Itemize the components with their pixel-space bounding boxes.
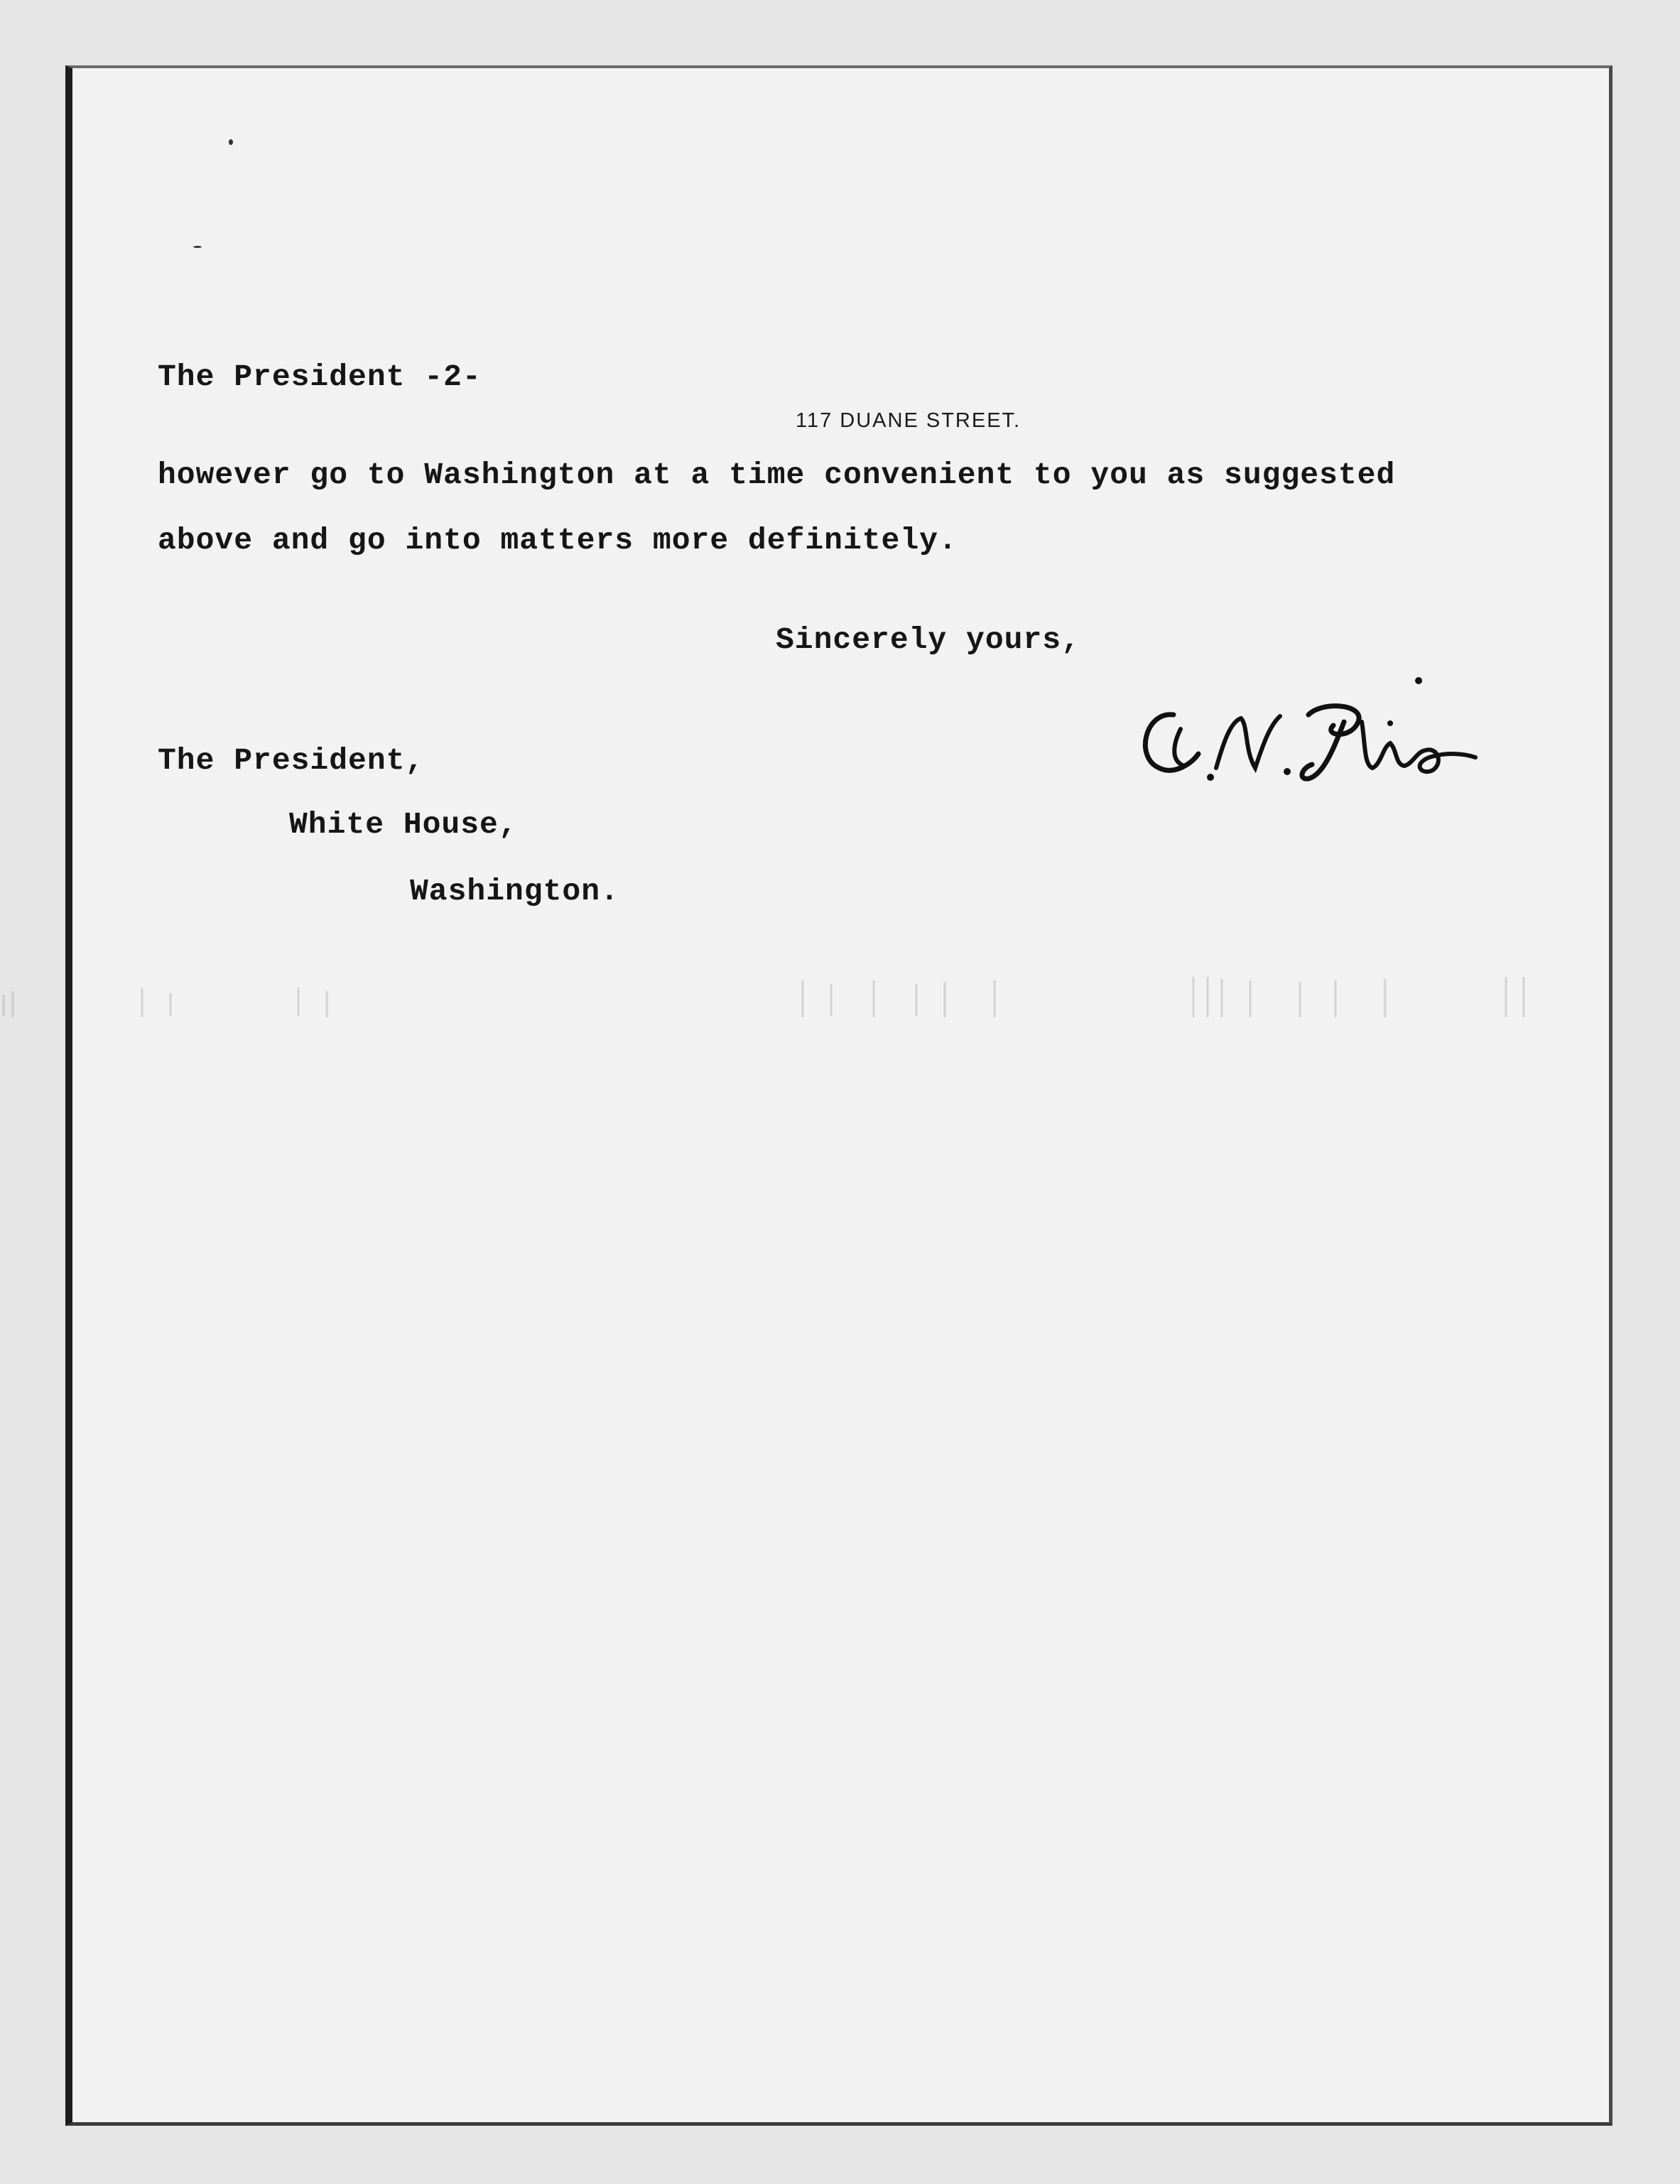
speck-mark (229, 139, 233, 145)
address-line-2: White House, (289, 807, 518, 842)
letterhead-address: 117 DUANE STREET. (796, 409, 1021, 432)
signature (1131, 672, 1486, 793)
address-line-3: Washington. (410, 874, 619, 909)
page-header: The President -2- (158, 360, 482, 394)
body-line-1: however go to Washington at a time convenient to you as suggested (158, 458, 1396, 492)
bleed-through-marks (0, 966, 1680, 1037)
address-line-1: The President, (158, 743, 425, 778)
speck-mark (193, 246, 202, 248)
letter-page (65, 65, 1613, 2126)
closing: Sincerely yours, (776, 622, 1080, 657)
body-line-2: above and go into matters more definitely. (158, 523, 958, 558)
